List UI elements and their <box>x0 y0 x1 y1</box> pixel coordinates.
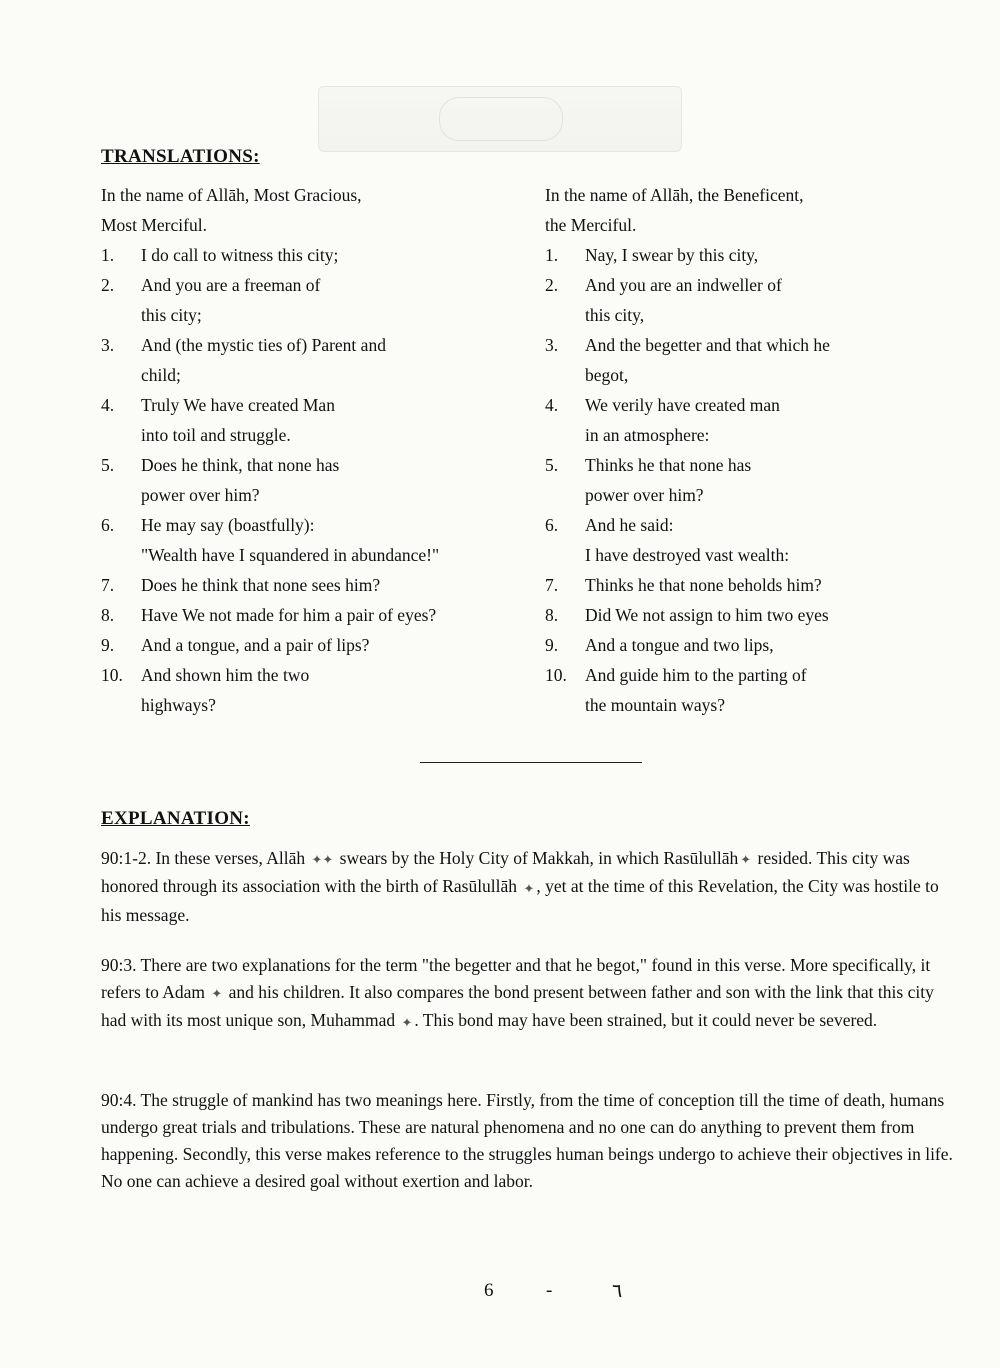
verse-line: this city, <box>585 305 645 325</box>
verse-line: this city; <box>141 305 202 325</box>
page-number-separator: - <box>546 1280 553 1301</box>
verse-row <box>545 600 965 630</box>
verse-line: Thinks he that none beholds him? <box>585 575 822 595</box>
verse-text <box>585 660 965 720</box>
verse-line: And the begetter and that which he <box>585 335 830 355</box>
verse-row <box>101 390 541 450</box>
text-run: , yet at the time of this Revelation, the City was hostile to his message. <box>101 876 939 925</box>
verse-line: Does he think that none sees him? <box>141 575 381 595</box>
honorific-glyph-icon: ✦✦ <box>311 852 334 868</box>
basmala-line-2: Most Merciful. <box>101 215 207 235</box>
verse-line: the mountain ways? <box>585 695 725 715</box>
verse-row <box>101 450 541 510</box>
verse-text <box>585 270 965 330</box>
verse-line: "Wealth have I squandered in abundance!" <box>141 545 440 565</box>
verse-text <box>141 330 541 390</box>
verse-number: 3. <box>101 335 115 355</box>
verse-number: 10. <box>101 665 123 685</box>
verse-row <box>545 660 965 720</box>
verse-text <box>585 240 965 270</box>
section-divider <box>420 762 642 763</box>
verse-text <box>585 510 965 570</box>
verse-row <box>545 570 965 600</box>
verse-row <box>545 240 965 270</box>
verse-line: Truly We have created Man <box>141 395 335 415</box>
verse-text <box>141 270 541 330</box>
translation-column-left <box>101 180 541 720</box>
verse-row <box>101 330 541 390</box>
verse-line: And you are an indweller of <box>585 275 782 295</box>
verse-number: 3. <box>545 335 559 355</box>
verse-row <box>545 630 965 660</box>
verse-line: And guide him to the parting of <box>585 665 807 685</box>
verse-text <box>585 450 965 510</box>
verse-text <box>141 600 541 630</box>
basmala-line-2: the Merciful. <box>545 215 637 235</box>
verse-line: And (the mystic ties of) Parent and <box>141 335 386 355</box>
verse-text <box>141 570 541 600</box>
verse-line: power over him? <box>585 485 704 505</box>
verse-number: 1. <box>101 245 115 265</box>
verse-number: 8. <box>545 605 559 625</box>
verse-number: 5. <box>101 455 115 475</box>
verse-number: 9. <box>545 635 559 655</box>
verse-text <box>141 390 541 450</box>
verse-line: I have destroyed vast wealth: <box>585 545 790 565</box>
verse-text <box>141 630 541 660</box>
header-ornament <box>318 86 682 152</box>
verse-number: 6. <box>101 515 115 535</box>
verse-line: And you are a freeman of <box>141 275 321 295</box>
verse-line: And a tongue, and a pair of lips? <box>141 635 370 655</box>
translation-column-right <box>545 180 965 720</box>
explanation-paragraph-2 <box>101 952 961 1036</box>
verse-text <box>141 660 541 720</box>
verse-number: 1. <box>545 245 559 265</box>
honorific-glyph-icon: ✦ <box>740 852 752 868</box>
verse-text <box>585 390 965 450</box>
explanation-paragraph-3: 90:4. The struggle of mankind has two meanings here. Firstly, from the time of conception till the time of death, humans undergo great trials and tribulations. These are natural phenomena and no one can do anything to prevent them from happening. Secondly, this verse makes reference to the struggles human beings undergo to achieve their objectives in life. No one can achieve a desired goal without exertion and labor. <box>101 1090 953 1191</box>
verse-text <box>585 330 965 390</box>
verse-row <box>545 510 965 570</box>
honorific-glyph-icon: ✦ <box>211 986 223 1002</box>
basmala-line-1: In the name of Allāh, the Beneficent, <box>545 185 804 205</box>
verse-row <box>545 450 965 510</box>
verse-text <box>585 600 965 630</box>
verse-row <box>545 330 965 390</box>
text-run: . This bond may have been strained, but it could never be severed. <box>414 1010 878 1031</box>
verse-line: I do call to witness this city; <box>141 245 339 265</box>
verse-number: 6. <box>545 515 559 535</box>
text-run: and his children. It also compares the bond present between father and son with the link that this city had with its most unique son, Muhammad <box>101 982 934 1031</box>
verse-number: 4. <box>545 395 559 415</box>
verse-line: child; <box>141 365 181 385</box>
verse-number: 2. <box>545 275 559 295</box>
text-run: 90:3. There are two explanations for the term "the begetter and that he begot," found in this verse. More specifically, it refers to Adam <box>101 955 931 1002</box>
verse-number: 8. <box>101 605 115 625</box>
verse-line: And a tongue and two lips, <box>585 635 774 655</box>
verse-text <box>141 240 541 270</box>
verse-line: And he said: <box>585 515 674 535</box>
verse-number: 10. <box>545 665 567 685</box>
verse-line: power over him? <box>141 485 260 505</box>
verse-number: 5. <box>545 455 559 475</box>
basmala-line-1: In the name of Allāh, Most Gracious, <box>101 185 362 205</box>
verse-line: Nay, I swear by this city, <box>585 245 759 265</box>
verse-line: Have We not made for him a pair of eyes? <box>141 605 437 625</box>
verse-row <box>101 240 541 270</box>
verse-line: into toil and struggle. <box>141 425 291 445</box>
verse-line: begot, <box>585 365 629 385</box>
verse-text <box>141 450 541 510</box>
honorific-glyph-icon: ✦ <box>401 1014 413 1030</box>
verse-row <box>101 570 541 600</box>
verse-line: Does he think, that none has <box>141 455 340 475</box>
verse-row <box>545 390 965 450</box>
explanation-paragraph-1 <box>101 845 961 929</box>
verse-text <box>141 510 541 570</box>
verse-line: We verily have created man <box>585 395 780 415</box>
verse-text <box>585 630 965 660</box>
verse-number: 9. <box>101 635 115 655</box>
text-run: resided. This city was honored through its association with the birth of Rasūlullāh <box>101 848 910 897</box>
verse-line: And shown him the two <box>141 665 310 685</box>
verse-line: Thinks he that none has <box>585 455 752 475</box>
honorific-glyph-icon: ✦ <box>523 880 535 896</box>
verse-row <box>101 630 541 660</box>
verse-number: 7. <box>101 575 115 595</box>
verse-line: Did We not assign to him two eyes <box>585 605 829 625</box>
verse-number: 2. <box>101 275 115 295</box>
verse-number: 4. <box>101 395 115 415</box>
verse-row <box>101 510 541 570</box>
page-number-arabic: ٦ <box>612 1281 623 1302</box>
verse-row <box>101 660 541 720</box>
explanation-heading: EXPLANATION: <box>101 808 250 829</box>
verse-text <box>585 570 965 600</box>
translations-heading: TRANSLATIONS: <box>101 146 260 167</box>
text-run: swears by the Holy City of Makkah, in which Rasūlullāh <box>339 848 739 868</box>
verse-row <box>101 270 541 330</box>
verse-row <box>101 600 541 630</box>
verse-line: highways? <box>141 695 216 715</box>
page-number: 6 <box>484 1280 494 1301</box>
verse-line: in an atmosphere: <box>585 425 710 445</box>
verse-number: 7. <box>545 575 559 595</box>
text-run: 90:1-2. In these verses, Allāh <box>101 848 306 868</box>
verse-row <box>545 270 965 330</box>
verse-line: He may say (boastfully): <box>141 515 315 535</box>
